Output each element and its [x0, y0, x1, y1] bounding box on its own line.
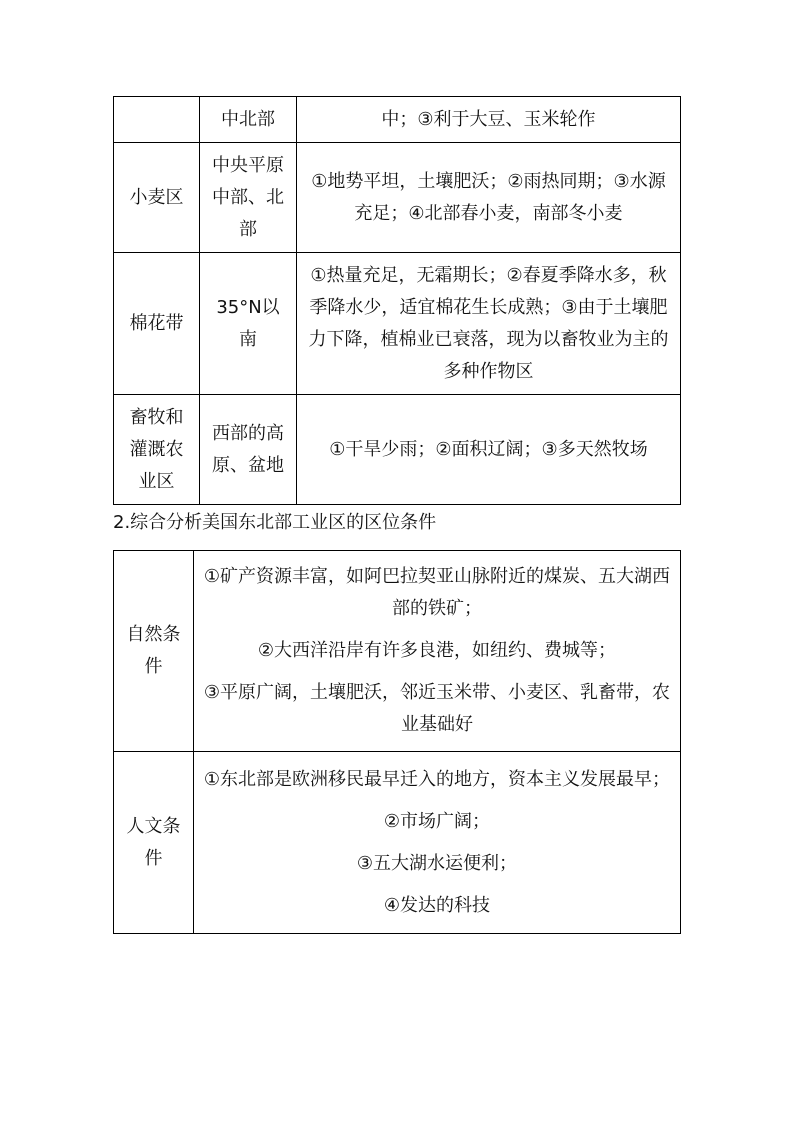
region-cell: [114, 97, 200, 143]
natural-item: ③平原广阔，土壤肥沃，邻近玉米带、小麦区、乳畜带，农业基础好: [203, 682, 671, 735]
table-row: [114, 143, 681, 253]
conditions-cell: ①热量充足，无霜期长；②春夏季降水多，秋季降水少，适宜棉花生长成熟；③由于土壤肥力下降，植棉业已衰落，现为以畜牧业为主的多种作物区: [297, 253, 681, 395]
location-cell: 35°N以南: [200, 253, 297, 395]
table-row: [114, 97, 681, 143]
region-cell: 棉花带: [114, 253, 200, 395]
human-item: ③五大湖水运便利；: [356, 852, 518, 874]
industrial-zone-conditions-table: [113, 550, 681, 934]
table-row: [114, 752, 681, 934]
human-item: ②市场广阔；: [383, 810, 491, 832]
table-row: [114, 395, 681, 505]
table-row: [114, 551, 681, 752]
location-cell: 西部的高原、盆地: [200, 395, 297, 505]
natural-item: ②大西洋沿岸有许多良港，如纽约、费城等；: [257, 640, 617, 661]
natural-item: ①矿产资源丰富，如阿巴拉契亚山脉附近的煤炭、五大湖西部的铁矿；: [203, 566, 671, 619]
human-item: ④发达的科技: [383, 894, 491, 916]
table-row: [114, 253, 681, 395]
natural-conditions-cell: [194, 551, 681, 752]
human-item: ①东北部是欧洲移民最早迁入的地方，资本主义发展最早；: [203, 768, 671, 790]
region-cell: 小麦区: [114, 143, 200, 253]
human-conditions-cell: [194, 752, 681, 934]
region-cell: 畜牧和灌溉农业区: [114, 395, 200, 505]
conditions-cell: 中；③利于大豆、玉米轮作: [297, 97, 681, 143]
conditions-cell: ①干旱少雨；②面积辽阔；③多天然牧场: [297, 395, 681, 505]
location-cell: 中北部: [200, 97, 297, 143]
conditions-cell: ①地势平坦，土壤肥沃；②雨热同期；③水源充足；④北部春小麦，南部冬小麦: [297, 143, 681, 253]
natural-conditions-label: 自然条件: [114, 551, 194, 752]
section-heading: 2.综合分析美国东北部工业区的区位条件: [113, 512, 437, 533]
human-conditions-label: 人文条件: [114, 752, 194, 934]
location-cell: 中央平原中部、北部: [200, 143, 297, 253]
agriculture-regions-table: [113, 96, 681, 505]
